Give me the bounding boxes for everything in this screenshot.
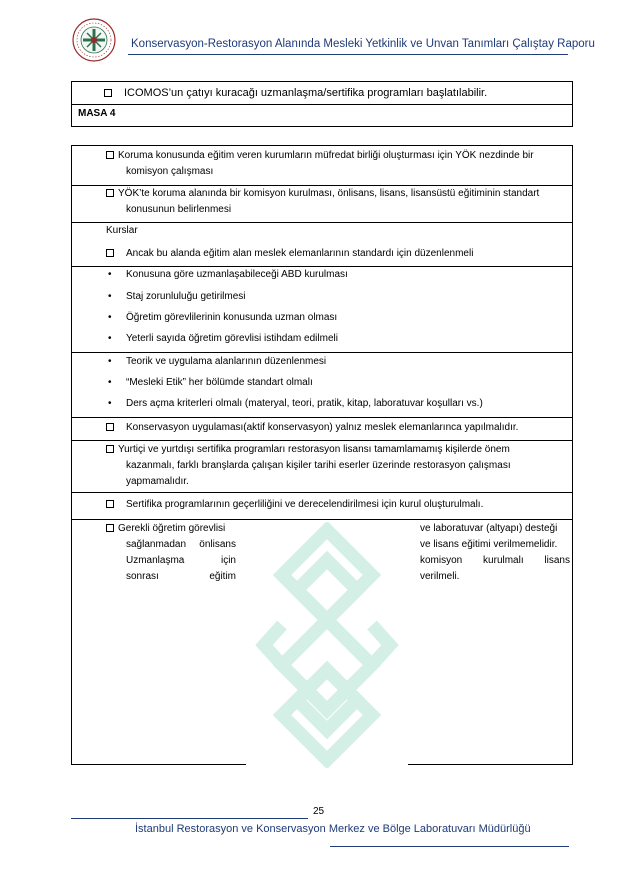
row-text: Koruma konusunda eğitim veren kurumların müfredat birliği oluşturması için YÖK nezdinde bir [106,148,534,164]
list-item: Konusuna göre uzmanlaşabileceği ABD kurulması [126,269,348,280]
table-row [72,222,572,267]
row-text: Sertifika programlarının geçerliliğini ve derecelendirilmesi için kurul oluşturulmalı. [106,497,483,513]
checkbox-glyph-icon [104,89,112,97]
checkbox-glyph-icon [106,151,114,159]
row-text: Ancak bu alanda eğitim alan meslek elemanlarının standardı için düzenlenmeli [106,246,473,262]
row-text-cont: yapmamalıdır. [126,476,189,487]
checkbox-glyph-icon [106,524,114,532]
footer-rule-right [330,846,569,847]
row-text: Yurtiçi ve yurtdışı sertifika programları restorasyon lisansı tamamlamamış kişilerde önem [106,442,510,458]
table-masa-top [71,81,573,127]
row-text-cont: konusunun belirlenmesi [126,204,232,215]
row-text-cont: kazanmalı, farklı branşlarda çalışan kişiler tarihi eserler üzerinde restorasyon çalışması [126,460,511,471]
bullet-icon: • [108,356,112,367]
row-text-right: verilmeli. [420,571,460,582]
row-text: Konservasyon uygulaması(aktif konservasyon) yalnız meslek elemanlarınca yapılmalıdır. [106,420,518,436]
knot-watermark-icon [246,522,408,768]
checkbox-glyph-icon [106,249,114,257]
footer-rule-left [71,818,308,819]
table-row [72,492,572,520]
checkbox-glyph-icon [106,445,114,453]
row-text-cont: komisyon çalışması [126,166,214,177]
table-row [72,185,572,223]
list-item: Yeterli sayıda öğretim görevlisi istihdam edilmeli [126,333,338,344]
row-text-cont: sağlanmadan önlisans [126,539,236,550]
row-text-cont: Uzmanlaşma için [126,555,236,566]
table-row [72,146,572,186]
row-text: YÖK’te koruma alanında bir komisyon kurulması, önlisans, lisans, lisansüstü eğitiminin standart [106,186,539,202]
checkbox-glyph-icon [106,423,114,431]
row-text: Gerekli öğretim görevlisi [106,521,225,537]
table-row [72,266,572,353]
list-item: Ders açma kriterleri olmalı (materyal, teori, pratik, kitap, laboratuvar koşulları vs.) [126,398,483,409]
bullet-icon: • [108,398,112,409]
list-item: ICOMOS’un çatıyı kuracağı uzmanlaşma/sertifika programları başlatılabilir. [104,85,487,101]
row-text-right: ve lisans eğitimi verilmemelidir. [420,539,558,550]
table-row [72,82,572,105]
ministry-logo [72,18,116,62]
list-item: Teorik ve uygulama alanlarının düzenlenmesi [126,356,327,367]
list-item: “Mesleki Etik” her bölümde standart olmalı [126,377,313,388]
list-item: Staj zorunluluğu getirilmesi [126,291,246,302]
row-text-right: komisyon kurulmalı lisans [420,555,570,566]
page-number: 25 [313,806,325,817]
bullet-icon: • [108,312,112,323]
table-row [72,440,572,493]
row-text-cont: sonrası eğitim [126,571,236,582]
table-row [72,417,572,441]
list-item: Öğretim görevlilerinin konusunda uzman olması [126,312,338,323]
report-title: Konservasyon-Restorasyon Alanında Mesleki Yetkinlik ve Unvan Tanımları Çalıştay Raporu [131,38,595,50]
table-row [72,352,572,418]
bullet-icon: • [108,333,112,344]
row-heading: Kurslar [106,225,138,236]
row-text-right: ve laboratuvar (altyapı) desteği [420,523,558,534]
section-heading: MASA 4 [78,108,116,119]
bullet-icon: • [108,291,112,302]
bullet-icon: • [108,269,112,280]
header-rule [128,54,568,55]
checkbox-glyph-icon [106,500,114,508]
table-row [72,104,572,126]
checkbox-glyph-icon [106,189,114,197]
bullet-icon: • [108,377,112,388]
footer-institution: İstanbul Restorasyon ve Konservasyon Merkez ve Bölge Laboratuvarı Müdürlüğü [135,823,531,835]
